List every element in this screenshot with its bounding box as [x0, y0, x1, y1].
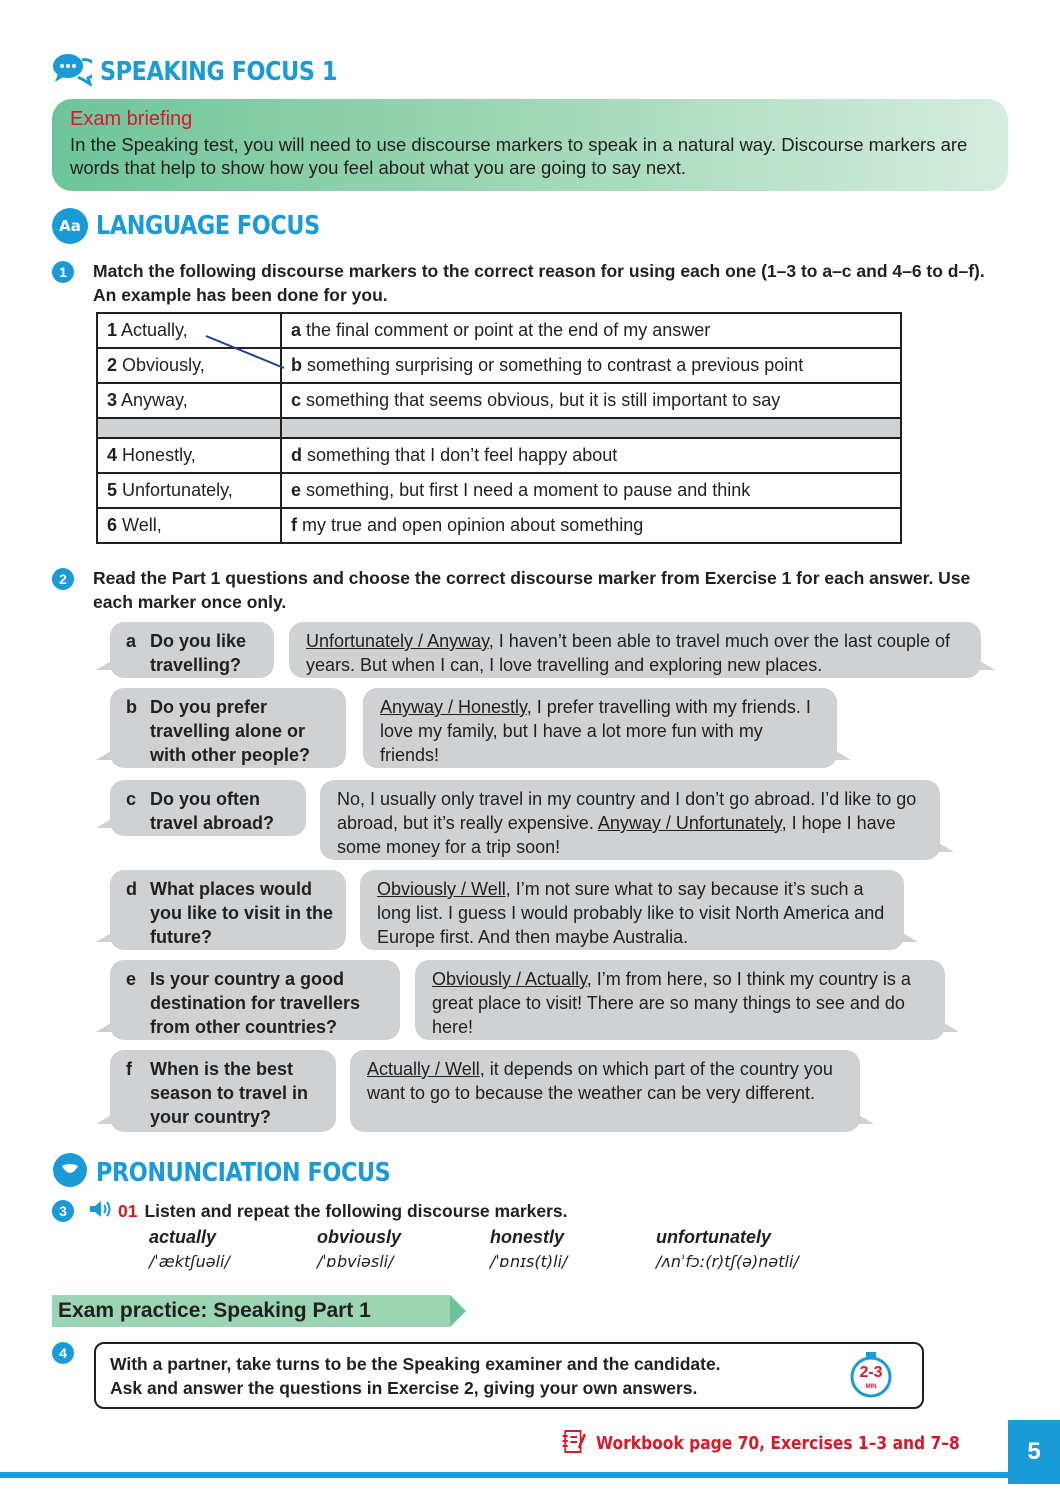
pronunciation-focus-header — [52, 1152, 438, 1193]
workbook-reference[interactable] — [560, 1428, 1019, 1459]
pron-ipa: /ʌnˈfɔː(r)tʃ(ə)nətli/ — [656, 1252, 799, 1271]
answer-bubble-d: Obviously / Well, I’m not sure what to say because it’s such a long list. I guess I would probably like to visit North America and Europe first. And then maybe Australia. — [360, 870, 904, 950]
table-row: 1 Actually, a the final comment or point at the end of my answer — [97, 313, 901, 348]
exercise-4-number: 4 — [52, 1342, 74, 1364]
exam-practice-arrow — [450, 1295, 466, 1327]
answer-bubble-a: Unfortunately / Anyway, I haven’t been able to travel much over the last couple of years. But when I can, I love travelling and exploring new places. — [289, 622, 981, 678]
speaking-focus-title: SPEAKING FOCUS 1 — [100, 56, 337, 87]
workbook-icon — [560, 1428, 586, 1459]
question-bubble-e: e Is your country a good destination for travellers from other countries? — [110, 960, 400, 1040]
question-bubble-c: c Do you often travel abroad? — [110, 780, 306, 836]
footer-bar — [0, 1472, 1060, 1478]
table-row: 4 Honestly, d something that I don’t feel happy about — [97, 438, 901, 473]
marker-choice[interactable]: Unfortunately / Anyway — [306, 631, 489, 651]
exam-briefing-text: In the Speaking test, you will need to use discourse markers to speak in a natural way. Discourse markers are words that help to show how you feel about what you are going to say next. — [70, 134, 968, 178]
exercise-2-instruction: Read the Part 1 questions and choose the correct discourse marker from Exercise 1 for each answer. Use each marker once only. — [93, 568, 971, 612]
marker-choice[interactable]: Anyway / Honestly — [380, 697, 527, 717]
speech-bubbles-icon — [52, 52, 92, 91]
language-focus-header — [52, 208, 356, 244]
pron-ipa: /ˈɒbviəsli/ — [317, 1252, 394, 1271]
exam-practice-tag: Exam practice: Speaking Part 1 — [52, 1295, 450, 1327]
question-bubble-f: f When is the best season to travel in your country? — [110, 1050, 336, 1132]
exercise-4-line-2: Ask and answer the questions in Exercise 2, giving your own answers. — [110, 1378, 698, 1398]
table-row: 6 Well, f my true and open opinion about something — [97, 508, 901, 543]
exam-briefing-box — [52, 99, 1008, 191]
question-bubble-b: b Do you prefer travelling alone or with other people? — [110, 688, 346, 768]
exam-briefing-title: Exam briefing — [70, 108, 193, 130]
answer-bubble-b: Anyway / Honestly, I prefer travelling with my friends. I love my family, but I have a lot more fun with my friends! — [363, 688, 837, 768]
exercise-1-number: 1 — [52, 261, 74, 283]
table-row: 3 Anyway, c something that seems obvious, but it is still important to say — [97, 383, 901, 418]
table-divider-row — [97, 418, 901, 438]
language-aa-icon: Aa — [52, 208, 88, 244]
exercise-4-line-1: With a partner, take turns to be the Speaking examiner and the candidate. — [110, 1354, 721, 1374]
page-number: 5 — [1008, 1420, 1060, 1484]
pron-word: unfortunately — [656, 1227, 771, 1247]
speaking-focus-header — [52, 52, 376, 91]
audio-track-number: 01 — [118, 1201, 138, 1221]
exercise-1-instruction: Match the following discourse markers to the correct reason for using each one (1–3 to a–c and 4–6 to d–f). An example has been done for you. — [93, 261, 985, 305]
marker-choice[interactable]: Obviously / Well — [377, 879, 506, 899]
exercise-4-box — [94, 1342, 924, 1409]
mouth-sound-icon — [52, 1152, 88, 1193]
pron-ipa: /ˈæktʃuəli/ — [149, 1252, 230, 1271]
exercise-3-instruction: Listen and repeat the following discourse markers. — [144, 1201, 568, 1221]
pron-word: obviously — [317, 1227, 402, 1247]
table-row: 2 Obviously, b something surprising or something to contrast a previous point — [97, 348, 901, 383]
pronunciation-focus-title: PRONUNCIATION FOCUS — [96, 1157, 391, 1188]
exercise-3-line — [88, 1198, 568, 1225]
audio-speaker-icon[interactable] — [88, 1198, 114, 1225]
pron-ipa: /ˈɒnɪs(t)li/ — [490, 1252, 568, 1271]
marker-choice[interactable]: Anyway / Unfortunately — [597, 813, 782, 833]
timer-icon — [848, 1350, 894, 1400]
timer-value: 2-3 — [859, 1364, 883, 1381]
exercise-2-number: 2 — [52, 568, 74, 590]
marker-choice[interactable]: Actually / Well — [367, 1059, 480, 1079]
answer-bubble-c: No, I usually only travel in my country and I don’t go abroad. I’d like to go abroad, but it’s really expensive. Anyway / Unfortunately, I hope I have some money for a trip soon! — [320, 780, 940, 860]
answer-bubble-f: Actually / Well, it depends on which part of the country you want to go to because the weather can be very different. — [350, 1050, 860, 1132]
pron-word: honestly — [490, 1227, 565, 1247]
workbook-reference-text: Workbook page 70, Exercises 1–3 and 7–8 — [596, 1433, 960, 1454]
example-match-line — [200, 330, 290, 375]
question-bubble-d: d What places would you like to visit in the future? — [110, 870, 346, 950]
answer-bubble-e: Obviously / Actually, I’m from here, so I think my country is a great place to visit! There are so many things to see and do here! — [415, 960, 945, 1040]
pron-word: actually — [149, 1227, 217, 1247]
timer-unit: MIN — [865, 1384, 877, 1390]
table-row: 5 Unfortunately, e something, but first I need a moment to pause and think — [97, 473, 901, 508]
exercise-3-number: 3 — [52, 1200, 74, 1222]
marker-choice[interactable]: Obviously / Actually — [432, 969, 587, 989]
question-bubble-a: a Do you like travelling? — [110, 622, 274, 678]
language-focus-title: LANGUAGE FOCUS — [96, 211, 320, 241]
